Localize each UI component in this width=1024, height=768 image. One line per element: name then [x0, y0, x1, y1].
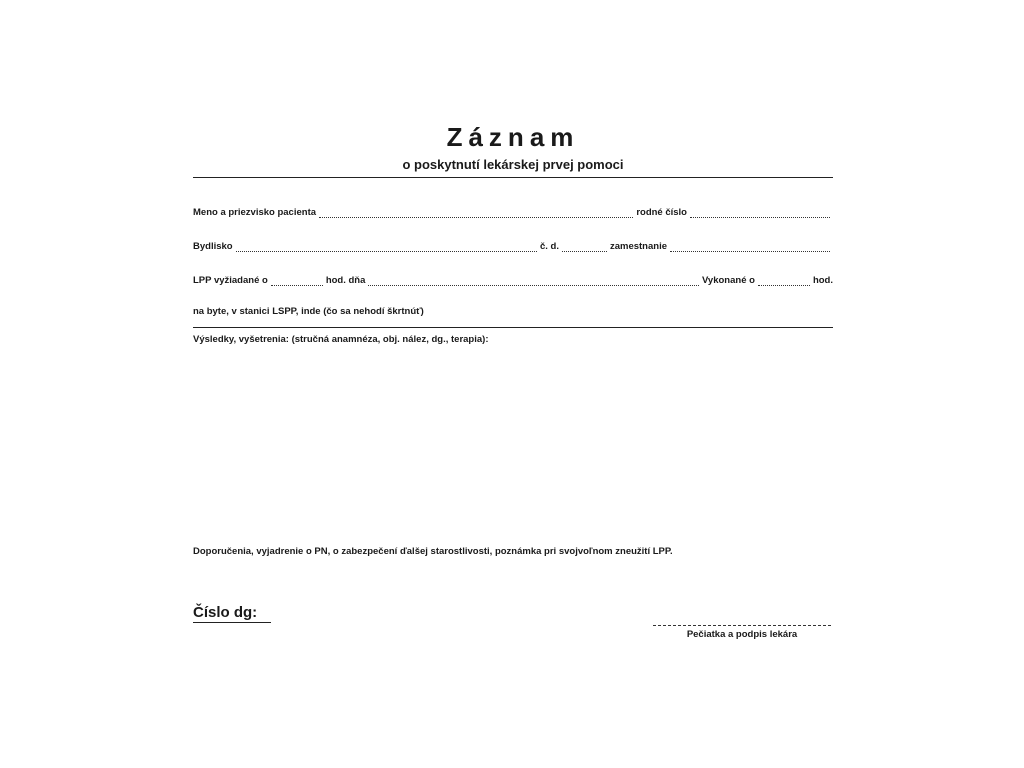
patient-name-row [193, 202, 833, 218]
form-subtitle: o poskytnutí lekárskej prvej pomoci [402, 157, 624, 172]
signature-line[interactable] [653, 625, 831, 626]
header-divider [193, 177, 833, 178]
address-row [193, 236, 833, 252]
performed-at-label: Vykonané o [701, 275, 755, 286]
employer-label: zamestnanie [609, 241, 667, 252]
address-label: Bydlisko [193, 241, 233, 252]
birth-number-field[interactable] [690, 207, 830, 218]
requested-day-label: hod. dňa [325, 275, 366, 286]
medical-first-aid-record-form [193, 0, 833, 768]
requested-date-field[interactable] [368, 275, 699, 286]
performed-hour-label: hod. [812, 275, 833, 286]
findings-label: Výsledky, vyšetrenia: (stručná anamnéza, obj. nález, dg., terapia): [193, 334, 489, 345]
signature-label: Pečiatka a podpis lekára [686, 629, 798, 640]
address-field[interactable] [236, 241, 537, 252]
performed-time-field[interactable] [758, 275, 810, 286]
birth-number-label: rodné číslo [636, 207, 687, 218]
patient-name-field[interactable] [319, 207, 633, 218]
house-number-label: č. d. [539, 241, 559, 252]
section-divider [193, 327, 833, 328]
employer-field[interactable] [670, 241, 830, 252]
location-options-text: na byte, v stanici LSPP, inde (čo sa nehodí škrtnúť) [193, 306, 424, 317]
request-time-row [193, 270, 833, 286]
recommendation-label: Doporučenia, vyjadrenie o PN, o zabezpečení ďalšej starostlivosti, poznámka pri svojvoľnom zneužití LPP. [193, 546, 673, 557]
requested-time-field[interactable] [271, 275, 323, 286]
house-number-field[interactable] [562, 241, 607, 252]
form-title: Záznam [446, 122, 580, 152]
diagnosis-number-label: Číslo dg: [193, 604, 271, 623]
patient-name-label: Meno a priezvisko pacienta [193, 207, 317, 218]
requested-at-label: LPP vyžiadané o [193, 275, 268, 286]
